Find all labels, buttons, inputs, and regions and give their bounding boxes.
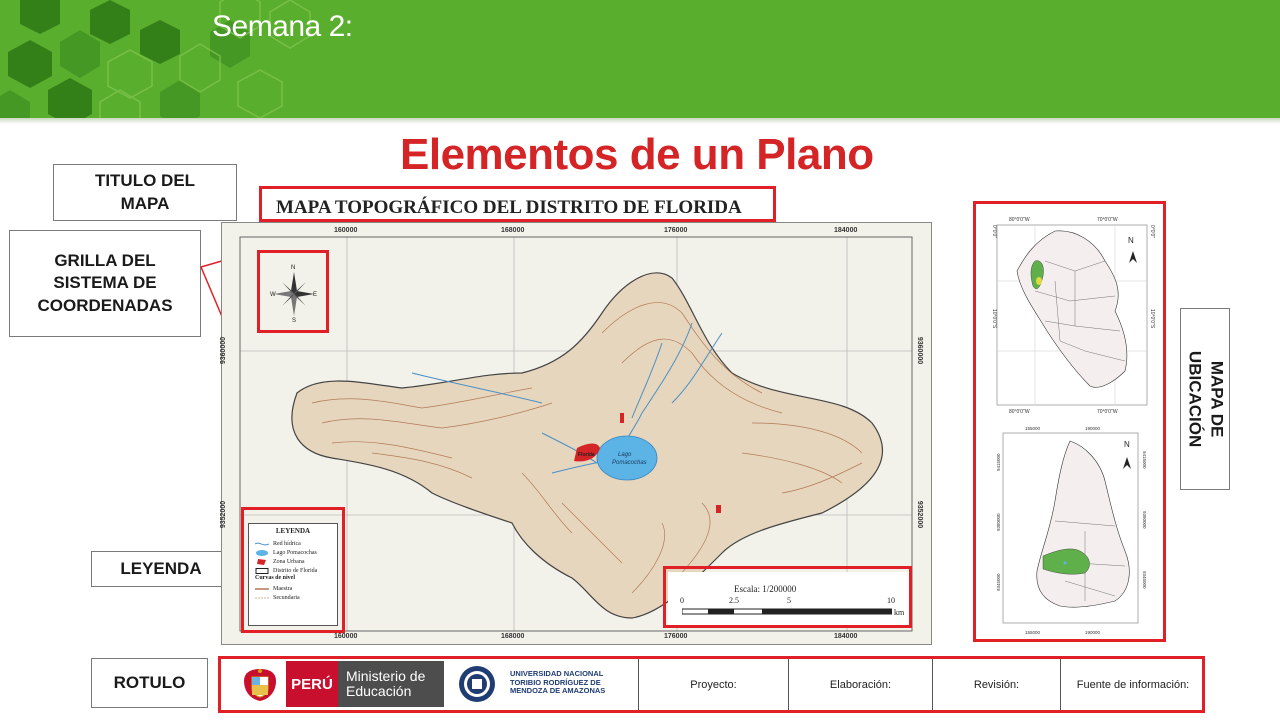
legend-item-label: Zona Urbana	[273, 558, 305, 565]
compass-rose-icon	[270, 262, 318, 322]
y-label-left-3: 9345000	[996, 573, 1001, 591]
x-label-bottom-2: 190000	[1085, 630, 1101, 635]
contour-major-swatch-icon	[255, 586, 269, 592]
tick-x-top-4: 184000	[834, 227, 858, 234]
tick-x-bottom-2: 168000	[501, 633, 525, 640]
lat-label-right-1: 0°0'0"	[1149, 225, 1155, 239]
y-label-right-1: 9415000	[1142, 451, 1147, 469]
lat-label-left-2: 10°0'0"S	[991, 309, 997, 329]
lon-label-bottom-2: 70°0'0"W	[1097, 409, 1118, 415]
tick-x-bottom-1: 160000	[334, 633, 358, 640]
y-label-left-1: 9415000	[996, 453, 1001, 471]
tick-y-left-1: 9360000	[220, 336, 228, 365]
legend-item-label: Maestra	[273, 585, 293, 592]
callout-ubicacion-text: MAPA DE UBICACIÓN	[1185, 350, 1227, 448]
tick-x-bottom-3: 176000	[664, 633, 688, 640]
tick-x-top-1: 160000	[334, 227, 358, 234]
callout-grilla-text: GRILLA DEL SISTEMA DE COORDENADAS	[37, 251, 173, 315]
slide-title: Elementos de un Plano	[400, 130, 874, 179]
urban-zone-small	[620, 413, 624, 423]
ministerio-label: Ministerio de Educación	[346, 667, 426, 699]
tick-x-top-2: 168000	[501, 227, 525, 234]
svg-text:Florida: Florida	[578, 452, 595, 458]
svg-text:Pomacochas: Pomacochas	[612, 460, 647, 466]
lon-label-top-1: 80°0'0"W	[1009, 217, 1030, 223]
legend-item-label: Lago Pomacochas	[273, 549, 317, 556]
x-label-bottom-1: 155000	[1025, 630, 1041, 635]
map-title: MAPA TOPOGRÁFICO DEL DISTRITO DE FLORIDA	[276, 197, 742, 218]
legend-item	[249, 593, 337, 602]
lat-label-left-1: 0°0'0"	[991, 225, 997, 239]
scale-tick-3: 10	[887, 596, 895, 605]
scale-tick-0: 0	[680, 596, 684, 605]
location-north-bottom: N	[1124, 440, 1130, 449]
legend-item-label: Red hídrica	[273, 540, 301, 547]
compass-w: W	[270, 292, 276, 298]
x-label-top-2: 190000	[1085, 426, 1101, 431]
lake-swatch-icon	[255, 550, 269, 556]
scale-label: Escala: 1/200000	[734, 584, 797, 594]
urban-zone-small-2	[716, 505, 721, 513]
urban-swatch-icon	[255, 559, 269, 565]
university-name: UNIVERSIDAD NACIONAL TORIBIO RODRÍGUEZ DE MENDOZA DE AMAZONAS	[510, 669, 606, 696]
legend-item	[249, 539, 337, 548]
rotulo-fuente: Fuente de información:	[1060, 657, 1205, 712]
compass-n: N	[291, 265, 296, 271]
title-block-highlight	[218, 656, 1205, 713]
scale-highlight	[663, 566, 912, 628]
district-swatch-icon	[255, 568, 269, 574]
x-label-top-1: 155000	[1025, 426, 1041, 431]
location-north-top: N	[1128, 236, 1134, 245]
scale-unit: km	[894, 608, 905, 617]
map-legend	[248, 523, 338, 626]
tick-y-right-1: 9360000	[916, 336, 924, 365]
location-maps-highlight	[973, 201, 1166, 642]
legend-item	[249, 584, 337, 593]
legend-item-label: Secundaria	[273, 594, 300, 601]
legend-item	[249, 566, 337, 575]
tick-x-top-3: 176000	[664, 227, 688, 234]
rotulo-elaboracion: Elaboración:	[788, 657, 932, 712]
week-title: Semana 2:	[212, 10, 353, 43]
rotulo-revision: Revisión:	[932, 657, 1060, 712]
y-label-right-2: 9380000	[1142, 511, 1147, 529]
compass-e: E	[313, 292, 318, 298]
tick-x-bottom-4: 184000	[834, 633, 858, 640]
y-label-left-2: 9380000	[996, 513, 1001, 531]
callout-titulo-text: TITULO DEL MAPA	[94, 171, 196, 213]
lon-label-top-2: 70°0'0"W	[1097, 217, 1118, 223]
scale-tick-1: 2.5	[729, 596, 739, 605]
lake-label: Lago	[618, 452, 632, 458]
legend-contour-title: Curvas de nivel	[255, 575, 296, 581]
legend-title: LEYENDA	[275, 527, 311, 535]
rotulo-proyecto: Proyecto:	[638, 657, 788, 712]
tick-y-left-2: 9352000	[220, 500, 228, 529]
y-label-right-3: 9345000	[1142, 571, 1147, 589]
scale-tick-2: 5	[787, 596, 791, 605]
compass-s: S	[292, 318, 297, 322]
lat-label-right-2: 10°0'0"S	[1149, 309, 1155, 329]
legend-item	[249, 557, 337, 566]
contour-minor-swatch-icon	[255, 595, 269, 601]
legend-item	[249, 548, 337, 557]
callout-rotulo-text: ROTULO	[113, 672, 186, 692]
river-swatch-icon	[255, 541, 269, 547]
tick-y-right-2: 9352000	[916, 500, 924, 529]
callout-leyenda-text: LEYENDA	[120, 558, 202, 578]
lon-label-bottom-1: 80°0'0"W	[1009, 409, 1030, 415]
legend-item-label: Distrito de Florida	[273, 567, 318, 574]
peru-badge: PERÚ	[286, 661, 338, 707]
lake-pomacochas	[597, 436, 657, 480]
